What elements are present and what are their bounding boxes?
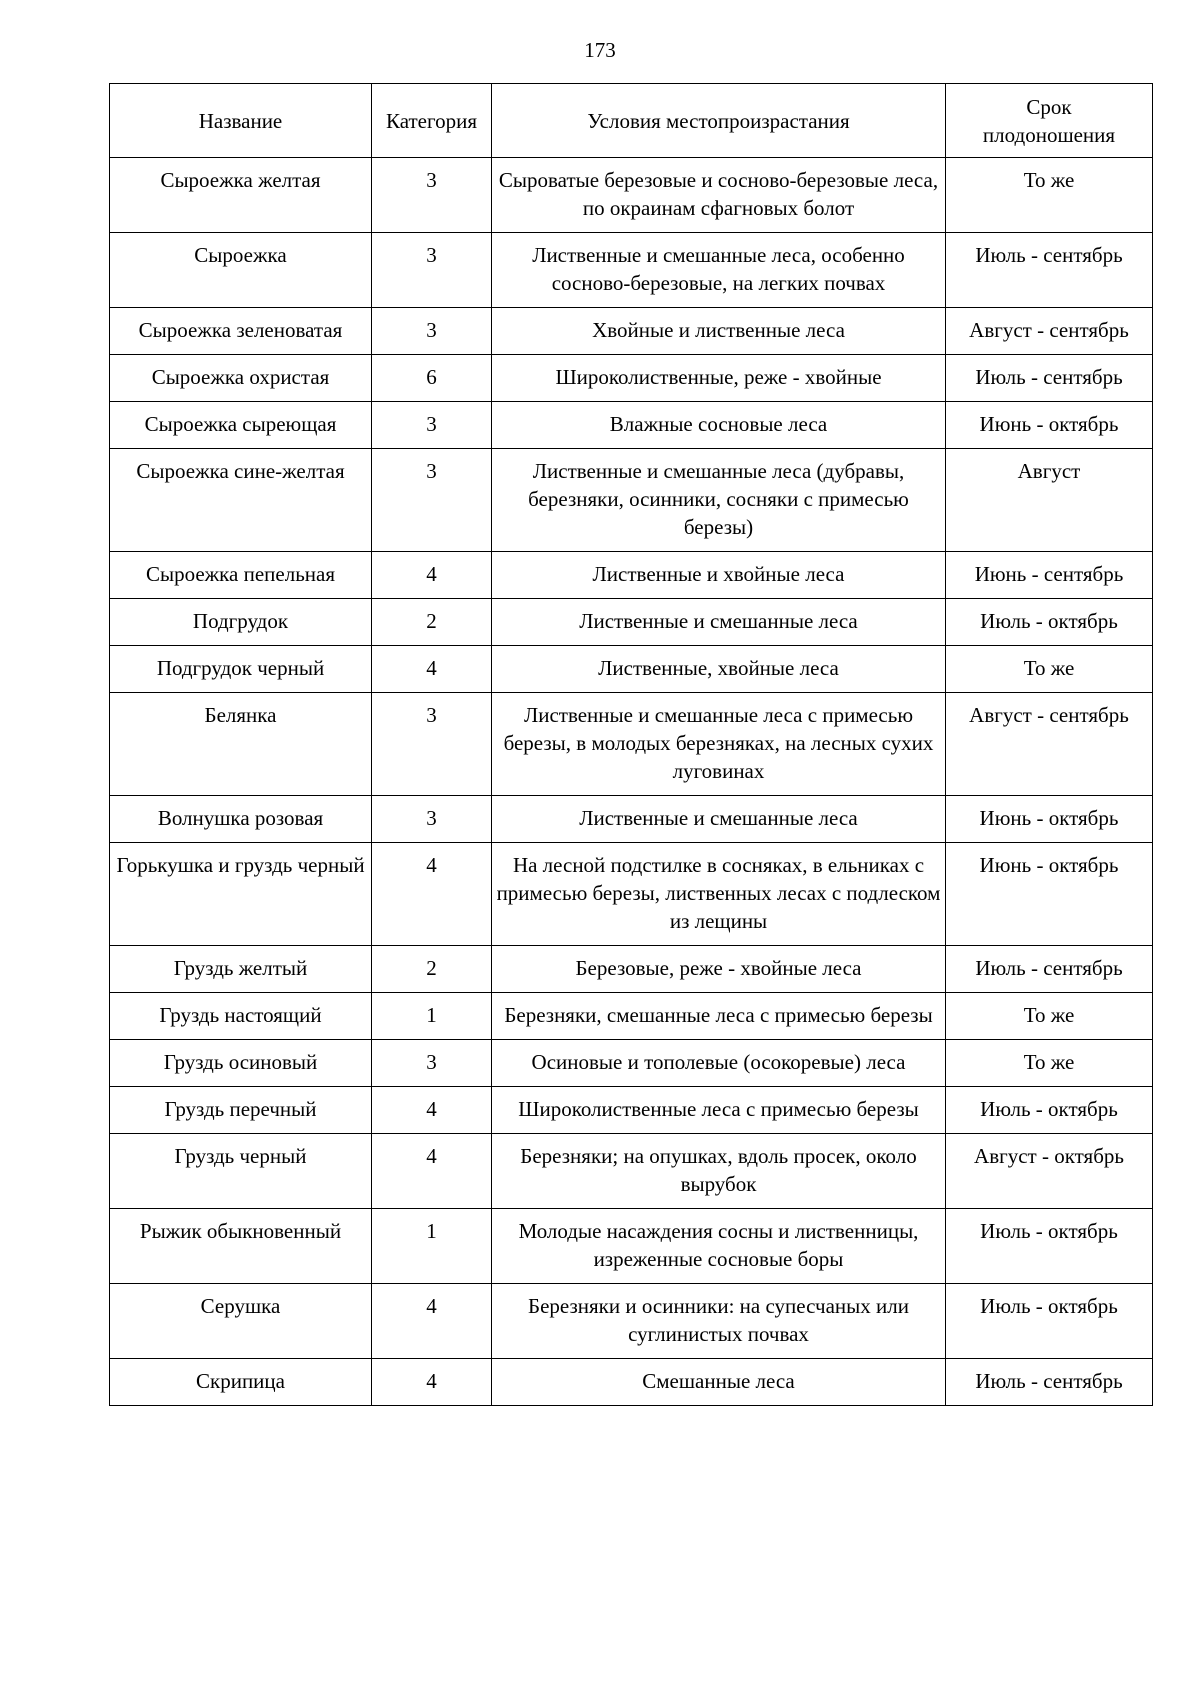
table-row [110,646,1153,693]
cell-term: Август [946,449,1153,552]
table-row [110,993,1153,1040]
cell-conditions: Березняки; на опушках, вдоль просек, около вырубок [492,1134,946,1209]
cell-conditions: Березовые, реже - хвойные леса [492,946,946,993]
cell-category: 4 [372,1359,492,1406]
table-row [110,1087,1153,1134]
cell-name: Подгрудок черный [110,646,372,693]
cell-name: Белянка [110,693,372,796]
cell-term: Август - сентябрь [946,693,1153,796]
header-category: Категория [372,84,492,158]
cell-name: Груздь осиновый [110,1040,372,1087]
cell-term: То же [946,1040,1153,1087]
cell-term: Июнь - октябрь [946,796,1153,843]
cell-name: Сыроежка [110,233,372,308]
cell-name: Сыроежка сине-желтая [110,449,372,552]
cell-conditions: Лиственные, хвойные леса [492,646,946,693]
cell-conditions: Молодые насаждения сосны и лиственницы, изреженные сосновые боры [492,1209,946,1284]
table-row [110,402,1153,449]
table-row [110,233,1153,308]
cell-conditions: Хвойные и лиственные леса [492,308,946,355]
cell-conditions: Широколиственные, реже - хвойные [492,355,946,402]
cell-category: 1 [372,993,492,1040]
table-row [110,693,1153,796]
cell-name: Рыжик обыкновенный [110,1209,372,1284]
mushroom-table [109,83,1153,1406]
cell-name: Груздь черный [110,1134,372,1209]
table-row [110,1284,1153,1359]
cell-term: Июль - октябрь [946,599,1153,646]
cell-category: 4 [372,646,492,693]
cell-conditions: Березняки и осинники: на супесчаных или суглинистых почвах [492,1284,946,1359]
cell-conditions: Смешанные леса [492,1359,946,1406]
cell-category: 3 [372,796,492,843]
cell-name: Подгрудок [110,599,372,646]
cell-conditions: На лесной подстилке в сосняках, в ельниках с примесью березы, лиственных лесах с подлеском из лещины [492,843,946,946]
cell-name: Сыроежка охристая [110,355,372,402]
cell-conditions: Лиственные и смешанные леса, особенно сосново-березовые, на легких почвах [492,233,946,308]
cell-category: 4 [372,1087,492,1134]
cell-term: Июль - сентябрь [946,355,1153,402]
cell-name: Горькушка и груздь черный [110,843,372,946]
cell-term: Июль - сентябрь [946,233,1153,308]
table-header-row [110,84,1153,158]
table-row [110,599,1153,646]
cell-category: 4 [372,843,492,946]
cell-category: 3 [372,158,492,233]
header-term-line1: Срок [1026,94,1072,119]
cell-conditions: Лиственные и хвойные леса [492,552,946,599]
cell-category: 3 [372,402,492,449]
table-row [110,946,1153,993]
cell-conditions: Сыроватые березовые и сосново-березовые леса, по окраинам сфагновых болот [492,158,946,233]
cell-category: 1 [372,1209,492,1284]
header-term [946,84,1153,158]
cell-category: 4 [372,552,492,599]
cell-conditions: Лиственные и смешанные леса (дубравы, березняки, осинники, сосняки с примесью березы) [492,449,946,552]
page-number: 173 [584,38,616,62]
cell-name: Сыроежка зеленоватая [110,308,372,355]
cell-name: Сыроежка желтая [110,158,372,233]
cell-term: Июль - октябрь [946,1209,1153,1284]
cell-conditions: Лиственные и смешанные леса с примесью березы, в молодых березняках, на лесных сухих луговинах [492,693,946,796]
cell-term: Июль - октябрь [946,1087,1153,1134]
table-row [110,355,1153,402]
cell-name: Груздь желтый [110,946,372,993]
table-row [110,308,1153,355]
table-row [110,449,1153,552]
table-row [110,158,1153,233]
cell-name: Серушка [110,1284,372,1359]
table-row [110,1134,1153,1209]
header-name: Название [110,84,372,158]
cell-conditions: Влажные сосновые леса [492,402,946,449]
cell-category: 3 [372,233,492,308]
cell-category: 2 [372,599,492,646]
cell-term: Июнь - сентябрь [946,552,1153,599]
cell-name: Сыроежка сыреющая [110,402,372,449]
cell-name: Груздь перечный [110,1087,372,1134]
cell-term: Июнь - октябрь [946,843,1153,946]
table-row [110,843,1153,946]
cell-conditions: Лиственные и смешанные леса [492,599,946,646]
cell-term: Июнь - октябрь [946,402,1153,449]
cell-term: Август - сентябрь [946,308,1153,355]
table-row [110,796,1153,843]
table-row [110,552,1153,599]
cell-category: 3 [372,693,492,796]
cell-name: Волнушка розовая [110,796,372,843]
cell-category: 6 [372,355,492,402]
cell-term: Июль - сентябрь [946,946,1153,993]
cell-conditions: Березняки, смешанные леса с примесью березы [492,993,946,1040]
cell-term: Июль - сентябрь [946,1359,1153,1406]
cell-category: 4 [372,1134,492,1209]
table-row [110,1359,1153,1406]
cell-name: Сыроежка пепельная [110,552,372,599]
cell-name: Скрипица [110,1359,372,1406]
table-body [110,158,1153,1406]
cell-category: 3 [372,308,492,355]
cell-category: 2 [372,946,492,993]
cell-term: Август - октябрь [946,1134,1153,1209]
cell-conditions: Осиновые и тополевые (осокоревые) леса [492,1040,946,1087]
cell-term: Июль - октябрь [946,1284,1153,1359]
cell-term: То же [946,158,1153,233]
cell-term: То же [946,993,1153,1040]
header-term-line2: плодоношения [982,122,1116,147]
cell-name: Груздь настоящий [110,993,372,1040]
cell-category: 3 [372,449,492,552]
header-conditions: Условия местопроизрастания [492,84,946,158]
table-row [110,1209,1153,1284]
cell-conditions: Широколиственные леса с примесью березы [492,1087,946,1134]
cell-category: 4 [372,1284,492,1359]
cell-conditions: Лиственные и смешанные леса [492,796,946,843]
cell-category: 3 [372,1040,492,1087]
table-row [110,1040,1153,1087]
cell-term: То же [946,646,1153,693]
